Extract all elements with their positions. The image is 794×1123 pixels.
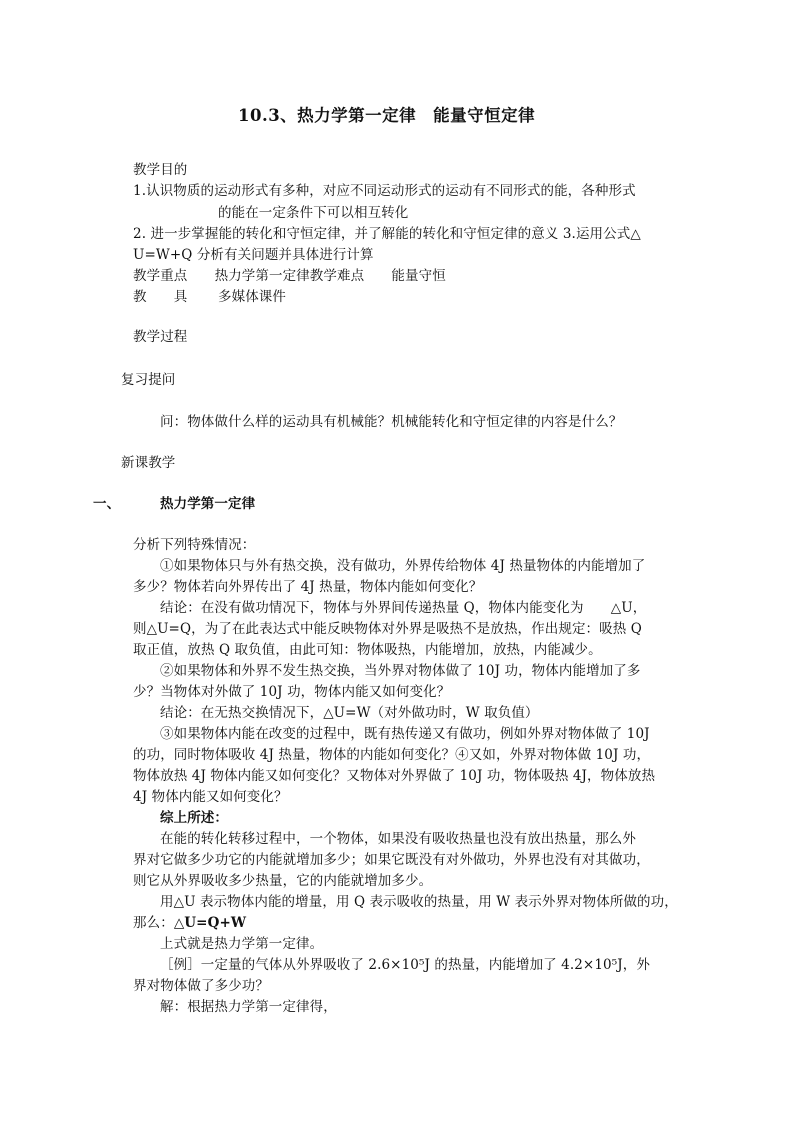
section-number: 一、 bbox=[93, 496, 121, 512]
body-line: 物体放热 4J 物体内能又如何变化？又物体对外界做了 10J 功，物体吸热 4J，物体放热 bbox=[133, 768, 656, 784]
body-line: 4J 物体内能又如何变化？ bbox=[133, 789, 288, 805]
summary-line: 在能的转化转移过程中，一个物体，如果没有吸收热量也没有放出热量，那么外 bbox=[160, 831, 636, 847]
objective-2-line-1: 2. 进一步掌握能的转化和守恒定律，并了解能的转化和守恒定律的意义 3.运用公式△ bbox=[133, 226, 641, 242]
summary-line bbox=[133, 913, 246, 933]
body-line: 则△U=Q，为了在此表达式中能反映物体对外界是吸热不是放热，作出规定：吸热 Q bbox=[133, 621, 642, 637]
objectives-heading: 教学目的 bbox=[133, 162, 188, 178]
summary-heading: 综上所述： bbox=[160, 810, 228, 826]
example-solution: 解：根据热力学第一定律得， bbox=[160, 999, 337, 1015]
summary-line: 则它从外界吸收多少热量，它的内能就增加多少。 bbox=[133, 873, 433, 889]
tools-label: 教 具 bbox=[133, 289, 188, 305]
first-law-formula: △U=Q+W bbox=[173, 915, 247, 931]
body-line: ②如果物体和外界不发生热交换，当外界对物体做了 10J 功，物体内能增加了多 bbox=[160, 663, 641, 679]
objective-1-line-1: 1.认识物质的运动形式有多种，对应不同运动形式的运动有不同形式的能，各种形式 bbox=[133, 183, 636, 199]
new-lesson-heading: 新课教学 bbox=[121, 455, 176, 471]
example-line: ［例］一定量的气体从外界吸收了 2.6×10⁵J 的热量，内能增加了 4.2×10⁵J，外 bbox=[160, 957, 650, 973]
tools-value: 多媒体课件 bbox=[218, 289, 286, 305]
section-heading: 热力学第一定律 bbox=[160, 496, 256, 512]
page-title: 10.3、热力学第一定律 能量守恒定律 bbox=[238, 106, 536, 125]
objective-2-line-2: U=W+Q 分析有关问题并具体进行计算 bbox=[133, 247, 374, 263]
summary-line: 上式就是热力学第一定律。 bbox=[160, 936, 324, 952]
body-line: 取正值，放热 Q 取负值，由此可知：物体吸热，内能增加，放热，内能减少。 bbox=[133, 642, 602, 658]
review-question: 问：物体做什么样的运动具有机械能？机械能转化和守恒定律的内容是什么？ bbox=[160, 414, 623, 430]
body-line: 多少？物体若向外界传出了 4J 热量，物体内能如何变化？ bbox=[133, 579, 483, 595]
formula-prefix: 那么： bbox=[133, 915, 174, 931]
key-points-line: 教学重点 热力学第一定律教学难点 能量守恒 bbox=[133, 268, 446, 284]
process-heading: 教学过程 bbox=[133, 329, 188, 345]
body-line: 的功，同时物体吸收 4J 热量，物体的内能如何变化？④又如，外界对物体做 10J 功， bbox=[133, 747, 651, 763]
body-line: 结论：在无热交换情况下，△U=W（对外做功时，W 取负值） bbox=[160, 705, 539, 721]
summary-line: 用△U 表示物体内能的增量，用 Q 表示吸收的热量，用 W 表示外界对物体所做的功， bbox=[160, 894, 678, 910]
body-line: 结论：在没有做功情况下，物体与外界间传递热量 Q，物体内能变化为 △U， bbox=[160, 600, 647, 616]
body-line: 分析下列特殊情况： bbox=[133, 537, 256, 553]
body-line: 少？当物体对外做了 10J 功，物体内能又如何变化？ bbox=[133, 684, 451, 700]
summary-line: 界对它做多少功它的内能就增加多少；如果它既没有对外做功，外界也没有对其做功， bbox=[133, 852, 650, 868]
body-line: ①如果物体只与外有热交换，没有做功，外界传给物体 4J 热量物体的内能增加了 bbox=[160, 558, 646, 574]
body-line: ③如果物体内能在改变的过程中，既有热传递又有做功，例如外界对物体做了 10J bbox=[160, 726, 650, 742]
objective-1-line-2: 的能在一定条件下可以相互转化 bbox=[218, 205, 409, 221]
review-heading: 复习提问 bbox=[121, 372, 176, 388]
example-line: 界对物体做了多少功？ bbox=[133, 978, 269, 994]
